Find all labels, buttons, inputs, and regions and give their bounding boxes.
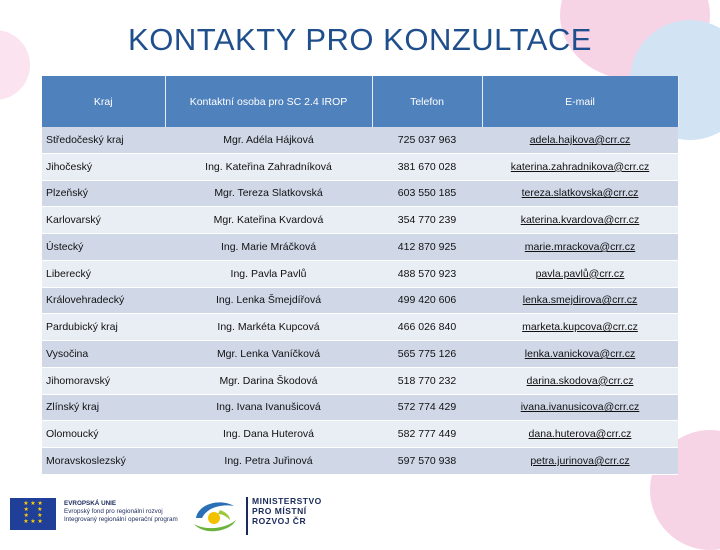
cell-region: Karlovarský	[42, 207, 165, 234]
table-row	[42, 314, 678, 341]
header-email: E-mail	[482, 76, 678, 127]
email-link[interactable]: darina.skodova@crr.cz	[526, 374, 634, 387]
cell-email	[482, 127, 678, 153]
cell-phone: 466 026 840	[372, 314, 482, 341]
ministry-line-1: MINISTERSTVO	[252, 496, 322, 506]
table-row	[42, 127, 678, 153]
table-header-row	[42, 76, 678, 127]
email-link[interactable]: katerina.kvardova@crr.cz	[520, 214, 640, 227]
cell-email	[482, 180, 678, 207]
cell-phone: 565 775 126	[372, 341, 482, 368]
cell-region: Královehradecký	[42, 287, 165, 314]
table-row	[42, 260, 678, 287]
cell-person: Mgr. Kateřina Kvardová	[165, 207, 372, 234]
cell-person: Ing. Pavla Pavlů	[165, 260, 372, 287]
ministry-text	[252, 496, 322, 526]
cell-region: Jihočeský	[42, 153, 165, 180]
cell-person: Ing. Ivana Ivanušicová	[165, 394, 372, 421]
table-row	[42, 287, 678, 314]
cell-email	[482, 448, 678, 475]
email-link[interactable]: lenka.smejdirova@crr.cz	[522, 294, 638, 307]
cell-email	[482, 207, 678, 234]
cell-email	[482, 341, 678, 368]
cell-person: Ing. Kateřina Zahradníková	[165, 153, 372, 180]
cell-person: Mgr. Lenka Vaníčková	[165, 341, 372, 368]
slide-title: KONTAKTY PRO KONZULTACE	[128, 22, 592, 57]
table-row	[42, 421, 678, 448]
cell-email	[482, 153, 678, 180]
cell-phone: 499 420 606	[372, 287, 482, 314]
ministry-logo-icon	[190, 496, 240, 536]
cell-person: Ing. Marie Mráčková	[165, 234, 372, 261]
cell-region: Olomoucký	[42, 421, 165, 448]
cell-phone: 725 037 963	[372, 127, 482, 153]
header-phone: Telefon	[372, 76, 482, 127]
cell-phone: 597 570 938	[372, 448, 482, 475]
cell-person: Ing. Petra Juřinová	[165, 448, 372, 475]
table-row	[42, 341, 678, 368]
cell-email	[482, 234, 678, 261]
cell-email	[482, 260, 678, 287]
cell-region: Moravskoslezský	[42, 448, 165, 475]
cell-phone: 518 770 232	[372, 367, 482, 394]
table-row	[42, 367, 678, 394]
eu-line-2: Evropský fond pro regionální rozvoj	[64, 508, 163, 515]
cell-person: Mgr. Darina Škodová	[165, 367, 372, 394]
cell-region: Zlínský kraj	[42, 394, 165, 421]
cell-phone: 582 777 449	[372, 421, 482, 448]
cell-phone: 354 770 239	[372, 207, 482, 234]
eu-flag-logo	[10, 498, 56, 530]
email-link[interactable]: adela.hajkova@crr.cz	[529, 133, 631, 146]
eu-line-1: EVROPSKÁ UNIE	[64, 500, 117, 507]
cell-region: Vysočina	[42, 341, 165, 368]
table-row	[42, 180, 678, 207]
table-row	[42, 234, 678, 261]
cell-email	[482, 421, 678, 448]
header-region: Kraj	[42, 76, 165, 127]
email-link[interactable]: tereza.slatkovska@crr.cz	[521, 187, 639, 200]
email-link[interactable]: ivana.ivanusicova@crr.cz	[520, 401, 640, 414]
cell-email	[482, 314, 678, 341]
eu-program-text	[64, 500, 178, 524]
cell-phone: 488 570 923	[372, 260, 482, 287]
contacts-table	[42, 76, 679, 475]
email-link[interactable]: pavla.pavlů@crr.cz	[535, 267, 625, 280]
table-row	[42, 207, 678, 234]
ministry-line-3: ROZVOJ ČR	[252, 516, 307, 526]
email-link[interactable]: katerina.zahradnikova@crr.cz	[510, 160, 650, 173]
cell-phone: 381 670 028	[372, 153, 482, 180]
cell-phone: 603 550 185	[372, 180, 482, 207]
email-link[interactable]: lenka.vanickova@crr.cz	[524, 347, 636, 360]
cell-person: Ing. Dana Huterová	[165, 421, 372, 448]
cell-person: Mgr. Adéla Hájková	[165, 127, 372, 153]
email-link[interactable]: marie.mrackova@crr.cz	[524, 240, 636, 253]
cell-phone: 412 870 925	[372, 234, 482, 261]
eu-stars-icon: ★ ★ ★ ★ ★ ★ ★ ★ ★ ★	[23, 501, 43, 525]
table-row	[42, 394, 678, 421]
cell-email	[482, 287, 678, 314]
table-row	[42, 153, 678, 180]
cell-region: Jihomoravský	[42, 367, 165, 394]
table-row	[42, 448, 678, 475]
cell-region: Ústecký	[42, 234, 165, 261]
cell-email	[482, 367, 678, 394]
cell-person: Ing. Lenka Šmejdířová	[165, 287, 372, 314]
cell-person: Mgr. Tereza Slatkovská	[165, 180, 372, 207]
email-link[interactable]: marketa.kupcova@crr.cz	[522, 321, 638, 334]
cell-phone: 572 774 429	[372, 394, 482, 421]
cell-region: Liberecký	[42, 260, 165, 287]
header-contact-person: Kontaktní osoba pro SC 2.4 IROP	[165, 76, 372, 127]
ministry-line-2: PRO MÍSTNÍ	[252, 506, 307, 516]
cell-person: Ing. Markéta Kupcová	[165, 314, 372, 341]
cell-email	[482, 394, 678, 421]
ministry-divider	[246, 497, 248, 535]
cell-region: Středočeský kraj	[42, 127, 165, 153]
cell-region: Plzeňský	[42, 180, 165, 207]
email-link[interactable]: petra.jurinova@crr.cz	[530, 454, 630, 467]
email-link[interactable]: dana.huterova@crr.cz	[528, 428, 632, 441]
eu-line-3: Integrovaný regionální operační program	[64, 516, 178, 523]
cell-region: Pardubický kraj	[42, 314, 165, 341]
